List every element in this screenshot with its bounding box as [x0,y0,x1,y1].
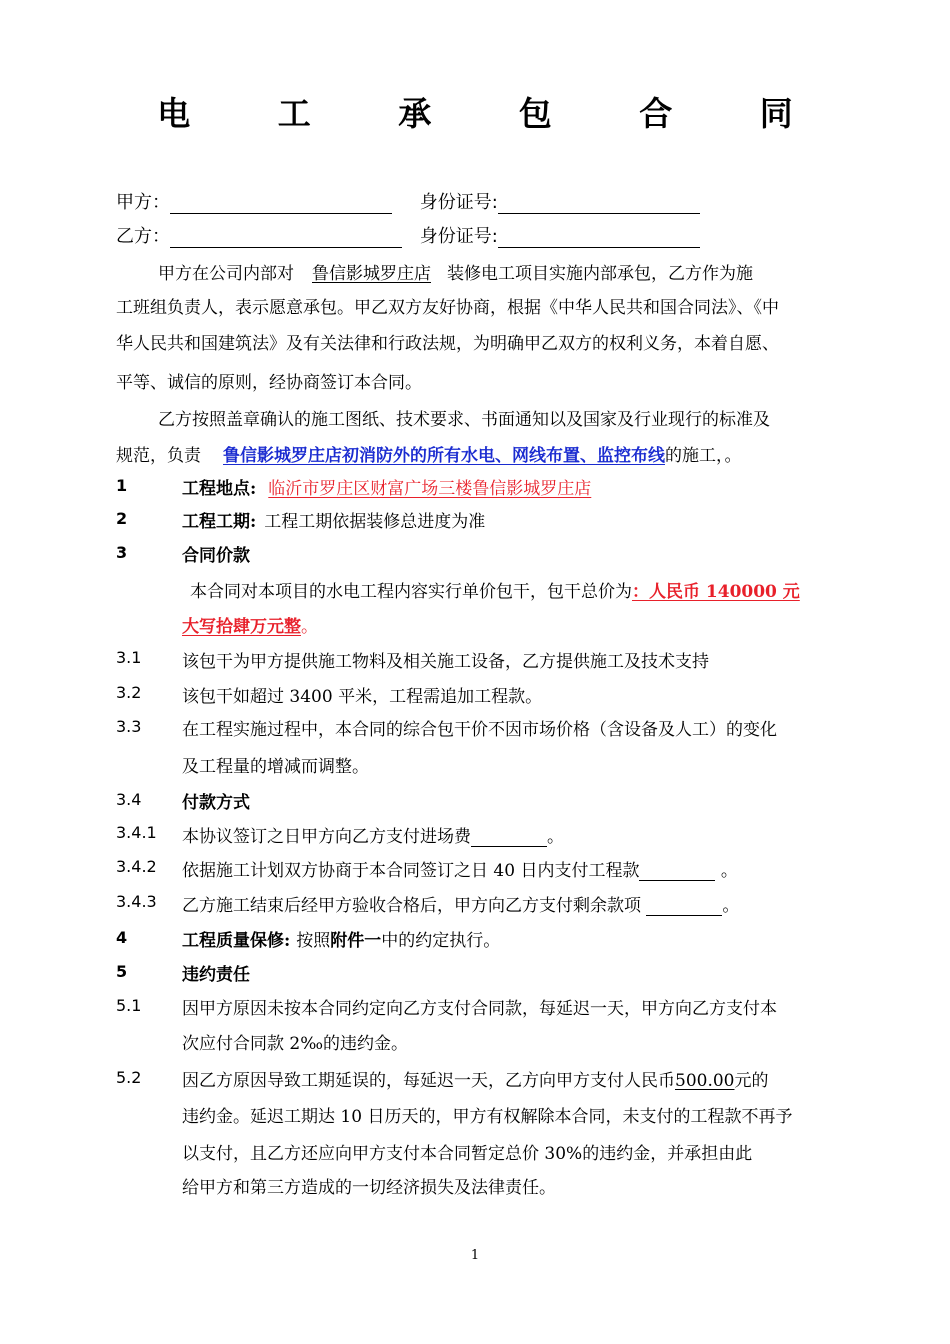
item-3-4-2-end: 。 [715,861,738,881]
item-3-end: 。 [301,617,318,637]
scope-line-1: 乙方按照盖章确认的施工图纸、技术要求、书面通知以及国家及行业现行的标准及 [158,410,770,430]
item-5-label: 违约责任 [182,965,250,985]
item-3-3-number: 3.3 [116,717,142,736]
intro-line-3: 华人民共和国建筑法》及有关法律和行政法规，为明确甲乙双方的权利义务，本着自愿、 [116,334,779,354]
item-3-2-number: 3.2 [116,683,142,702]
item-2-number: 2 [116,509,128,528]
item-3-4-2-text: 依据施工计划双方协商于本合同签订之日 40 日内支付工程款 [182,861,640,881]
item-5-number: 5 [116,962,128,981]
item-3-3-line-1: 在工程实施过程中，本合同的综合包干价不因市场价格（含设备及人工）的变化 [182,720,777,740]
remaining-payment-blank[interactable] [646,899,722,916]
scope-line-2 [116,441,742,466]
item-3-text-line [190,577,800,602]
party-a-line [116,188,700,214]
item-4-label: 工程质量保修: [182,931,291,951]
item-2-line [182,507,485,532]
item-1-number: 1 [116,476,128,495]
item-3-label: 合同价款 [182,546,250,566]
item-3-4-label: 付款方式 [182,793,250,813]
party-a-id-blank[interactable] [498,195,700,214]
item-3-4-1-line [182,822,564,847]
entry-fee-blank[interactable] [471,830,547,847]
item-3-1-text: 该包干为甲方提供施工物料及相关施工设备，乙方提供施工及技术支持 [182,652,709,672]
party-a-id-label: 身份证号: [419,192,498,213]
party-b-label: 乙方： [116,226,170,247]
party-b-blank[interactable] [170,229,402,248]
item-3-2-text: 该包干如超过 3400 平米，工程需追加工程款。 [182,687,543,707]
item-3-4-2-number: 3.4.2 [116,857,157,876]
item-5-2-line-4: 给甲方和第三方造成的一切经济损失及法律责任。 [182,1178,556,1198]
document-title: 电 工 承 包 合 同 [157,94,831,133]
item-3-4-3-end: 。 [722,896,740,916]
item-1-label: 工程地点: [182,479,257,499]
item-4-line [182,926,500,951]
item-5-2-l1-pre: 因乙方原因导致工期延误的，每延迟一天，乙方向甲方支付人民币 [182,1071,675,1091]
item-3-4-2-line [182,856,738,881]
intro-line-1 [158,259,753,284]
item-5-2-number: 5.2 [116,1068,142,1087]
item-5-2-line-2: 违约金。延迟工期达 10 日历天的，甲方有权解除本合同，未支付的工程款不再予 [182,1107,793,1127]
work-location: 临沂市罗庄区财富广场三楼鲁信影城罗庄店 [268,479,592,499]
item-5-2-line-1 [182,1066,768,1091]
item-3-number: 3 [116,543,128,562]
page-number: 1 [470,1248,480,1263]
item-3-4-number: 3.4 [116,790,142,809]
party-a-label: 甲方： [116,192,170,213]
intro-project-name: 鲁信影城罗庄店 [312,264,431,284]
item-3-4-1-text: 本协议签订之日甲方向乙方支付进场费 [182,827,471,847]
appendix-reference: 附件一 [330,931,382,951]
item-5-2-line-3: 以支付，且乙方还应向甲方支付本合同暂定总价 30%的违约金，并承担由此 [182,1144,753,1164]
item-2-label: 工程工期: [182,512,257,532]
item-4-post: 中的约定执行。 [381,931,501,951]
work-period: 工程工期依据装修总进度为准 [264,512,486,532]
progress-payment-blank[interactable] [639,864,715,881]
item-5-1-line-2: 次应付合同款 2‰的违约金。 [182,1034,409,1054]
party-b-id-blank[interactable] [498,229,700,248]
party-b-id-label: 身份证号: [419,226,498,247]
item-1-line [182,474,601,499]
intro-line-2: 工班组负责人，表示愿意承包。甲乙双方友好协商，根据《中华人民共和国合同法》、《中 [116,298,779,318]
scope-l2-pre: 规范，负责 [116,446,201,466]
item-3-3-line-2: 及工程量的增减而调整。 [182,757,369,777]
contract-price-words: 大写拾肆万元整 [182,617,301,637]
item-5-1-line-1: 因甲方原因未按本合同约定向乙方支付合同款，每延迟一天，甲方向乙方支付本 [182,999,777,1019]
scope-l2-post: 的施工，。 [665,446,742,466]
penalty-amount: 500.00 [675,1071,735,1091]
item-3-text: 本合同对本项目的水电工程内容实行单价包干，包干总价为 [190,582,632,602]
party-a-blank[interactable] [170,195,392,214]
item-3-4-1-number: 3.4.1 [116,823,157,842]
item-3-price-line-2 [182,612,318,637]
intro-line-4: 平等、诚信的原则，经协商签订本合同。 [116,373,422,393]
item-4-number: 4 [116,928,128,947]
item-3-4-3-line [182,891,739,916]
item-4-pre: 按照 [296,931,331,951]
intro-l1-post: 装修电工项目实施内部承包，乙方作为施 [447,264,753,284]
party-b-line [116,222,700,248]
scope-text: 鲁信影城罗庄店初消防外的所有水电、网线布置、监控布线 [223,446,665,466]
item-3-1-number: 3.1 [116,648,142,667]
item-5-1-number: 5.1 [116,996,142,1015]
item-3-4-3-number: 3.4.3 [116,892,157,911]
contract-price: ：人民币 140000 元 [632,582,800,602]
intro-l1-pre: 甲方在公司内部对 [158,264,294,284]
item-3-4-3-text: 乙方施工结束后经甲方验收合格后，甲方向乙方支付剩余款项 [182,896,647,916]
item-5-2-l1-post: 元的 [734,1071,769,1091]
item-3-4-1-end: 。 [547,827,564,847]
